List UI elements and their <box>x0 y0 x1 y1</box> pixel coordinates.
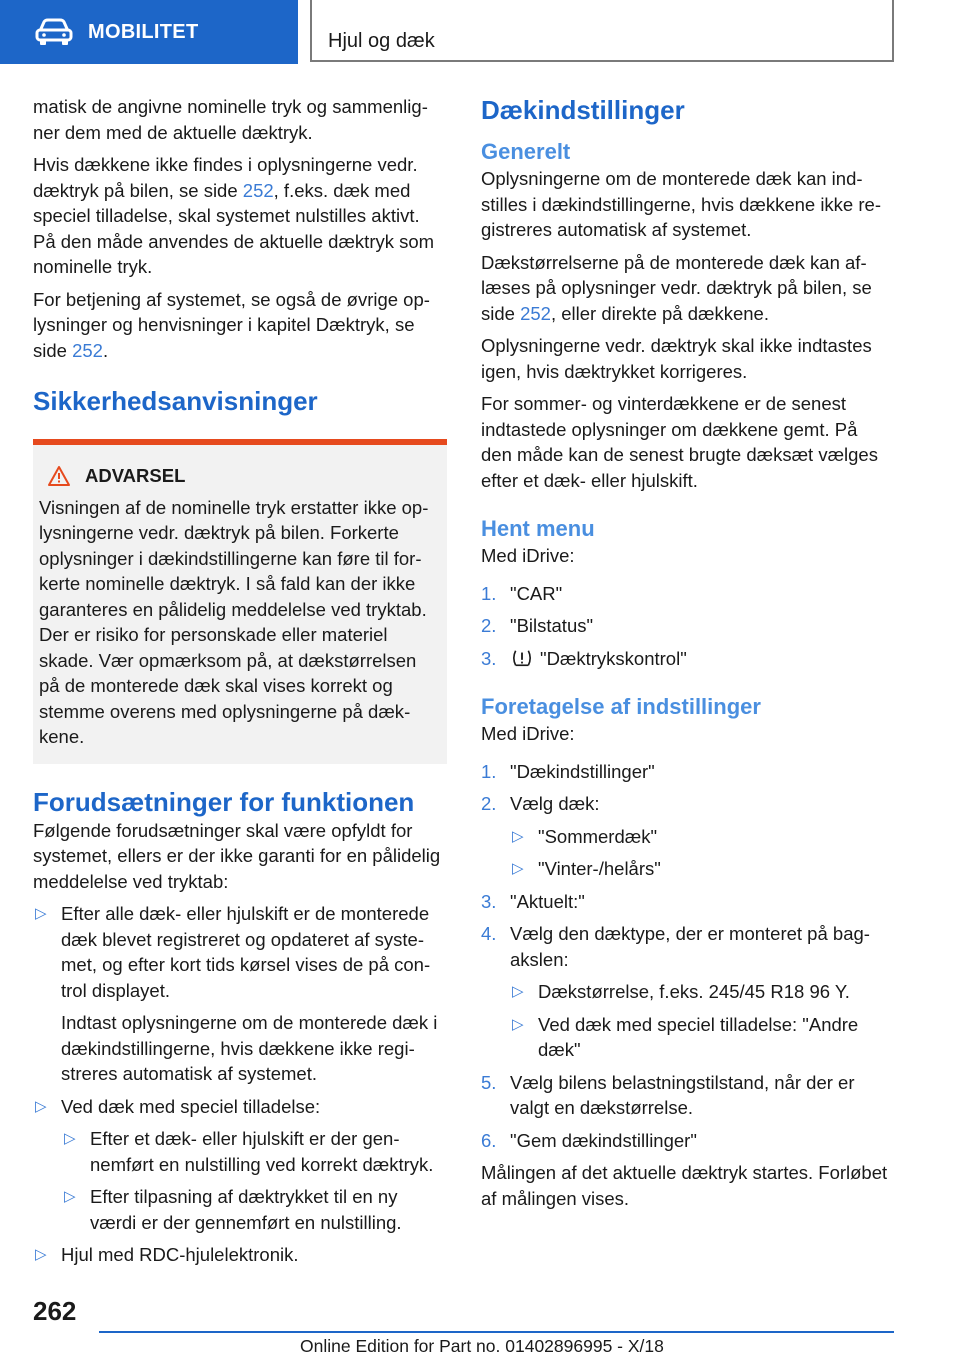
list-item <box>481 759 893 785</box>
item-number: 2. <box>481 793 497 814</box>
list-item <box>33 901 447 1003</box>
bullet-triangle-icon: ▷ <box>35 1097 47 1115</box>
list-item <box>33 1010 447 1087</box>
text: "Dæktrykskontrol" <box>540 647 687 669</box>
left-column <box>33 94 447 1275</box>
tire-pressure-icon <box>510 648 534 668</box>
item-number: 1. <box>481 582 497 604</box>
text: Hvis dækkene ikke findes i oplysningerne vedr. dæktryk på bilen, se side <box>33 154 418 201</box>
bullet-triangle-icon: ▷ <box>35 1246 47 1263</box>
page-link[interactable]: 252 <box>520 302 551 324</box>
list-item <box>481 889 893 915</box>
paragraph: matisk de angivne nominelle tryk og sammenligner dem med de aktuelle dæktryk. <box>33 96 428 143</box>
prerequisites-heading: Forudsætninger for funktionen <box>33 786 415 817</box>
list-item <box>481 613 893 639</box>
list-item <box>510 979 893 1005</box>
list-item <box>33 1242 447 1268</box>
paragraph: Oplysningerne vedr. dæktryk skal ikke indtastes igen, hvis dæktrykket korrigeres. <box>481 335 872 382</box>
item-number: 4. <box>481 923 497 944</box>
text: "Sommerdæk" <box>538 825 658 847</box>
text: Dækstørrelse, f.eks. 245/45 R18 96 Y. <box>538 981 850 1002</box>
bullet-triangle-icon: ▷ <box>512 827 524 845</box>
warning-box <box>33 439 447 764</box>
item-number: 3. <box>481 647 497 669</box>
section-label: MOBILITET <box>88 20 199 43</box>
text: Efter et dæk- eller hjulskift er der gennemført en nulstilling ved korrekt dæktryk. <box>90 1128 434 1175</box>
page-link[interactable]: 252 <box>242 179 274 201</box>
item-number: 2. <box>481 615 497 636</box>
text: Vælg bilens belastningstilstand, når der er valgt en dækstørrelse. <box>510 1071 855 1118</box>
chapter-header <box>310 0 894 62</box>
warning-header <box>39 463 439 489</box>
section-tab[interactable] <box>0 0 298 64</box>
text: "CAR" <box>510 582 563 604</box>
text: Vælg den dæktype, der er monteret på bagakslen: <box>510 923 870 970</box>
paragraph: Med iDrive: <box>481 545 575 566</box>
list-item <box>33 1094 447 1120</box>
text: "Aktuelt:" <box>510 890 585 912</box>
paragraph <box>33 152 447 280</box>
list-item <box>481 1128 893 1154</box>
bullet-triangle-icon: ▷ <box>35 905 47 922</box>
bullet-triangle-icon: ▷ <box>64 1130 76 1147</box>
paragraph: Oplysningerne om de monterede dæk kan indstilles i dækindstillingerne, hvis dækkene ikke registreres automatisk af systemet. <box>481 168 881 240</box>
car-icon <box>34 17 74 47</box>
footer-divider <box>99 1331 894 1333</box>
chapter-title: Hjul og dæk <box>328 30 435 52</box>
text: , eller direkte på dækkene. <box>550 302 769 324</box>
list-item <box>62 1184 447 1235</box>
paragraph: Med iDrive: <box>481 723 575 744</box>
text: Hjul med RDC-hjulelektronik. <box>61 1244 299 1265</box>
bullet-triangle-icon: ▷ <box>512 983 524 1000</box>
text: . <box>102 339 109 361</box>
menu-heading: Hent menu <box>481 516 595 541</box>
text: "Vinter-/helårs" <box>538 858 661 879</box>
warning-title: ADVARSEL <box>85 465 186 486</box>
text: For betjening af systemet, se også de øvrige oplysninger og henvisninger i kapitel Dæktryk, se side <box>33 288 430 361</box>
list-item <box>481 646 893 672</box>
text: Ved dæk med speciel tilladelse: <box>61 1095 321 1117</box>
list-item <box>62 1126 447 1177</box>
general-heading: Generelt <box>481 139 571 164</box>
right-column <box>481 94 893 1218</box>
item-number: 6. <box>481 1129 497 1151</box>
text: , f.eks. dæk med speciel tilladelse, skal systemet nulstilles aktivt. På den måde anvendes de aktuelle dæktryk som nominelle tryk. <box>33 179 435 277</box>
list-item <box>510 856 893 882</box>
list-item <box>510 1012 893 1063</box>
footer-edition: Online Edition for Part no. 01402896995 - X/18 <box>300 1336 664 1356</box>
text: "Gem dækindstillinger" <box>510 1129 697 1151</box>
text: Efter alle dæk- eller hjulskift er de monterede dæk blevet registreret og opdateret af systemet, og efter kort tids kørsel vises de på control displayet. <box>61 903 431 1001</box>
list-item <box>481 921 893 972</box>
bullet-triangle-icon: ▷ <box>64 1188 76 1205</box>
paragraph: Målingen af det aktuelle dæktryk startes. Forløbet af målingen vises. <box>481 1162 888 1209</box>
text: Indtast oplysningerne om de monterede dæk i dækindstillingerne, hvis dækkene ikke registreres automatisk af systemet. <box>61 1012 438 1084</box>
bullet-triangle-icon: ▷ <box>512 860 524 877</box>
bullet-triangle-icon: ▷ <box>512 1015 524 1033</box>
page-number: 262 <box>33 1296 77 1326</box>
item-number: 5. <box>481 1071 497 1093</box>
list-item <box>481 791 893 817</box>
paragraph: For sommer- og vinterdækkene er de senest indtastede oplysninger om dækkene gemt. På den måde kan de senest brugte dæksæt vælges efter et dæk- eller hjulskift. <box>481 393 878 491</box>
page-link[interactable]: 252 <box>72 339 103 361</box>
text: "Bilstatus" <box>510 615 594 636</box>
list-item <box>481 581 893 607</box>
item-number: 1. <box>481 760 497 782</box>
paragraph: Følgende forudsætninger skal være opfyldt for systemet, ellers er der ikke garanti for en pålidelig meddelelse ved tryktab: <box>33 819 441 892</box>
list-item <box>510 824 893 850</box>
list-item <box>481 1070 893 1121</box>
warning-text: Visningen af de nominelle tryk erstatter ikke oplysningerne vedr. dæktryk på bilen. Forkerte oplysninger i dækindstillingerne kan føre til forkerte nominelle dæktryk. I så fald kan der ikke garanteres en pålidelig meddelelse ved tryktab. Der er risiko for personskade eller materiel skade. Vær opmærksom på, at dækstørrelsen på de monterede dæk skal vises korrekt og stemme overens med oplysningerne på dækkene. <box>39 496 429 747</box>
text: Vælg dæk: <box>510 793 600 814</box>
text: Dækstørrelserne på de monterede dæk kan aflæses på oplysninger vedr. dæktryk på bilen, se side <box>481 251 872 324</box>
text: "Dækindstillinger" <box>510 760 655 782</box>
safety-heading: Sikkerhedsanvisninger <box>33 386 318 416</box>
text: Ved dæk med speciel tilladelse: "Andre dæk" <box>538 1013 859 1060</box>
warning-triangle-icon <box>47 465 71 487</box>
settings-heading: Dækindstillinger <box>481 95 685 125</box>
paragraph <box>33 287 447 364</box>
paragraph <box>481 250 893 327</box>
item-number: 3. <box>481 890 497 912</box>
perform-heading: Foretagelse af indstillinger <box>481 694 761 719</box>
text: Efter tilpasning af dæktrykket til en ny værdi er der gennemført en nulstilling. <box>90 1186 402 1233</box>
